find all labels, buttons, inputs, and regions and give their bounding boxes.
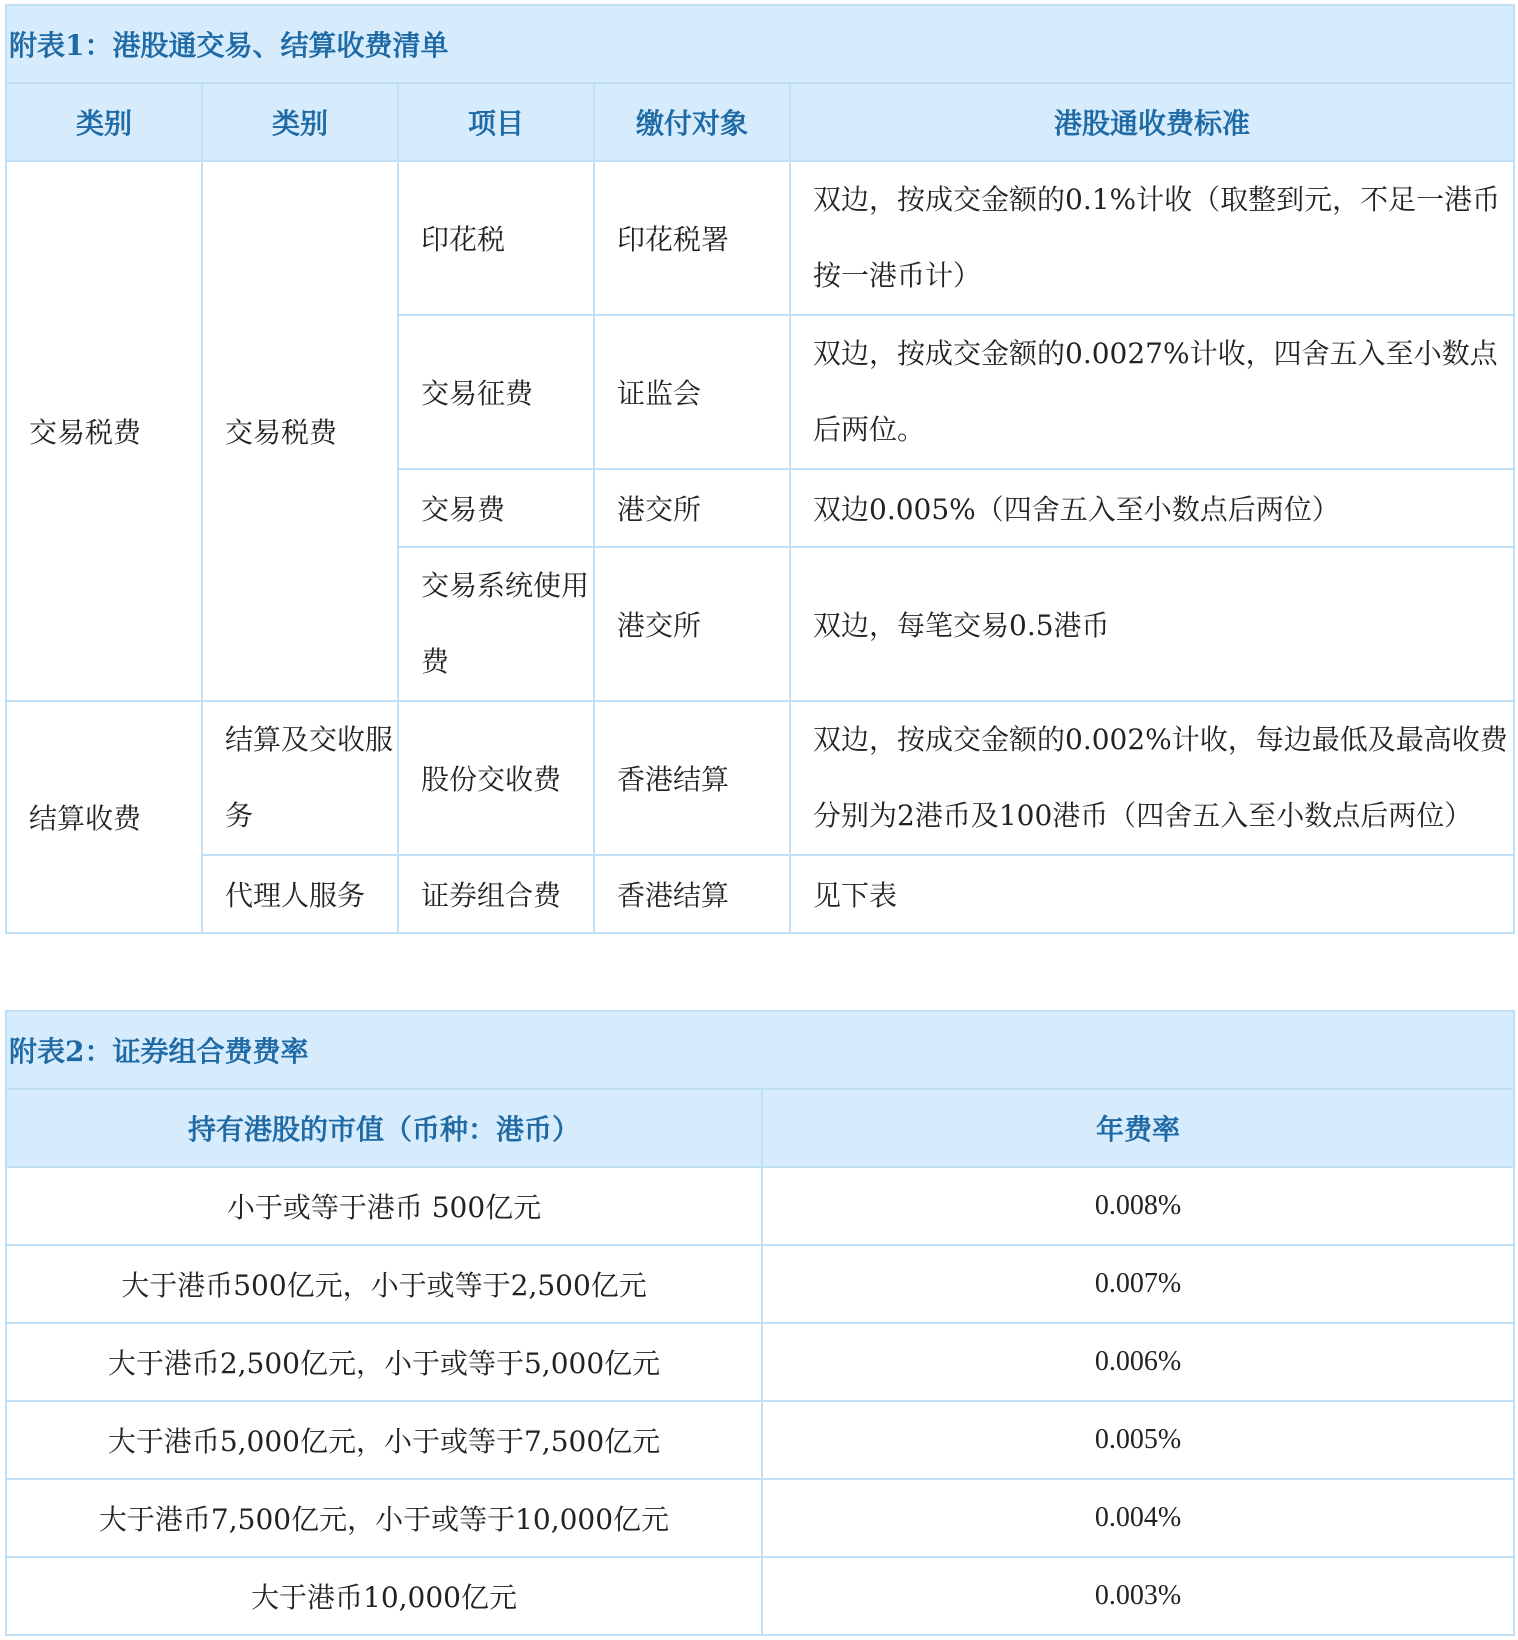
fee-list-table <box>5 4 1515 934</box>
table-row <box>6 1557 1514 1635</box>
table-row <box>6 855 1514 933</box>
item-cell: 交易费 <box>398 469 594 547</box>
standard-cell: 双边0.005%（四舍五入至小数点后两位） <box>790 469 1514 547</box>
header-annual-rate: 年费率 <box>762 1089 1514 1167</box>
category1-trading: 交易税费 <box>6 161 202 701</box>
header-market-value: 持有港股的市值（币种：港币） <box>6 1089 762 1167</box>
market-value-cell: 大于港币10,000亿元 <box>6 1557 762 1635</box>
standard-cell: 双边，每笔交易0.5港币 <box>790 547 1514 701</box>
category2-trading: 交易税费 <box>202 161 398 701</box>
header-standard: 港股通收费标准 <box>790 83 1514 161</box>
market-value-cell: 小于或等于港币 500亿元 <box>6 1167 762 1245</box>
payee-cell: 港交所 <box>594 469 790 547</box>
header-item: 项目 <box>398 83 594 161</box>
rate-cell: 0.005% <box>762 1401 1514 1479</box>
header-payee: 缴付对象 <box>594 83 790 161</box>
table1-caption: 附表1：港股通交易、结算收费清单 <box>6 5 1514 83</box>
category2-cell: 结算及交收服务 <box>202 701 398 855</box>
rate-cell: 0.003% <box>762 1557 1514 1635</box>
table1-header-row <box>6 83 1514 161</box>
market-value-cell: 大于港币5,000亿元，小于或等于7,500亿元 <box>6 1401 762 1479</box>
table2-caption: 附表2：证券组合费费率 <box>6 1011 1514 1089</box>
table2-header-row <box>6 1089 1514 1167</box>
standard-cell: 双边，按成交金额的0.002%计收，每边最低及最高收费分别为2港币及100港币（四舍五入至小数点后两位） <box>790 701 1514 855</box>
table-row <box>6 1401 1514 1479</box>
payee-cell: 港交所 <box>594 547 790 701</box>
table-row <box>6 1479 1514 1557</box>
table-row <box>6 1245 1514 1323</box>
payee-cell: 香港结算 <box>594 855 790 933</box>
rate-cell: 0.004% <box>762 1479 1514 1557</box>
header-category-1: 类别 <box>6 83 202 161</box>
item-cell: 股份交收费 <box>398 701 594 855</box>
standard-cell: 双边，按成交金额的0.1%计收（取整到元，不足一港币按一港币计） <box>790 161 1514 315</box>
item-cell: 交易系统使用费 <box>398 547 594 701</box>
table-row <box>6 1167 1514 1245</box>
table-row <box>6 701 1514 855</box>
payee-cell: 印花税署 <box>594 161 790 315</box>
item-cell: 交易征费 <box>398 315 594 469</box>
market-value-cell: 大于港币500亿元，小于或等于2,500亿元 <box>6 1245 762 1323</box>
table-row <box>6 161 1514 315</box>
payee-cell: 证监会 <box>594 315 790 469</box>
payee-cell: 香港结算 <box>594 701 790 855</box>
item-cell: 证券组合费 <box>398 855 594 933</box>
portfolio-fee-rate-table <box>5 1010 1515 1636</box>
standard-cell: 见下表 <box>790 855 1514 933</box>
header-category-2: 类别 <box>202 83 398 161</box>
category1-settlement: 结算收费 <box>6 701 202 933</box>
rate-cell: 0.007% <box>762 1245 1514 1323</box>
item-cell: 印花税 <box>398 161 594 315</box>
standard-cell: 双边，按成交金额的0.0027%计收，四舍五入至小数点后两位。 <box>790 315 1514 469</box>
market-value-cell: 大于港币2,500亿元，小于或等于5,000亿元 <box>6 1323 762 1401</box>
market-value-cell: 大于港币7,500亿元，小于或等于10,000亿元 <box>6 1479 762 1557</box>
rate-cell: 0.008% <box>762 1167 1514 1245</box>
category2-cell: 代理人服务 <box>202 855 398 933</box>
rate-cell: 0.006% <box>762 1323 1514 1401</box>
table-row <box>6 1323 1514 1401</box>
